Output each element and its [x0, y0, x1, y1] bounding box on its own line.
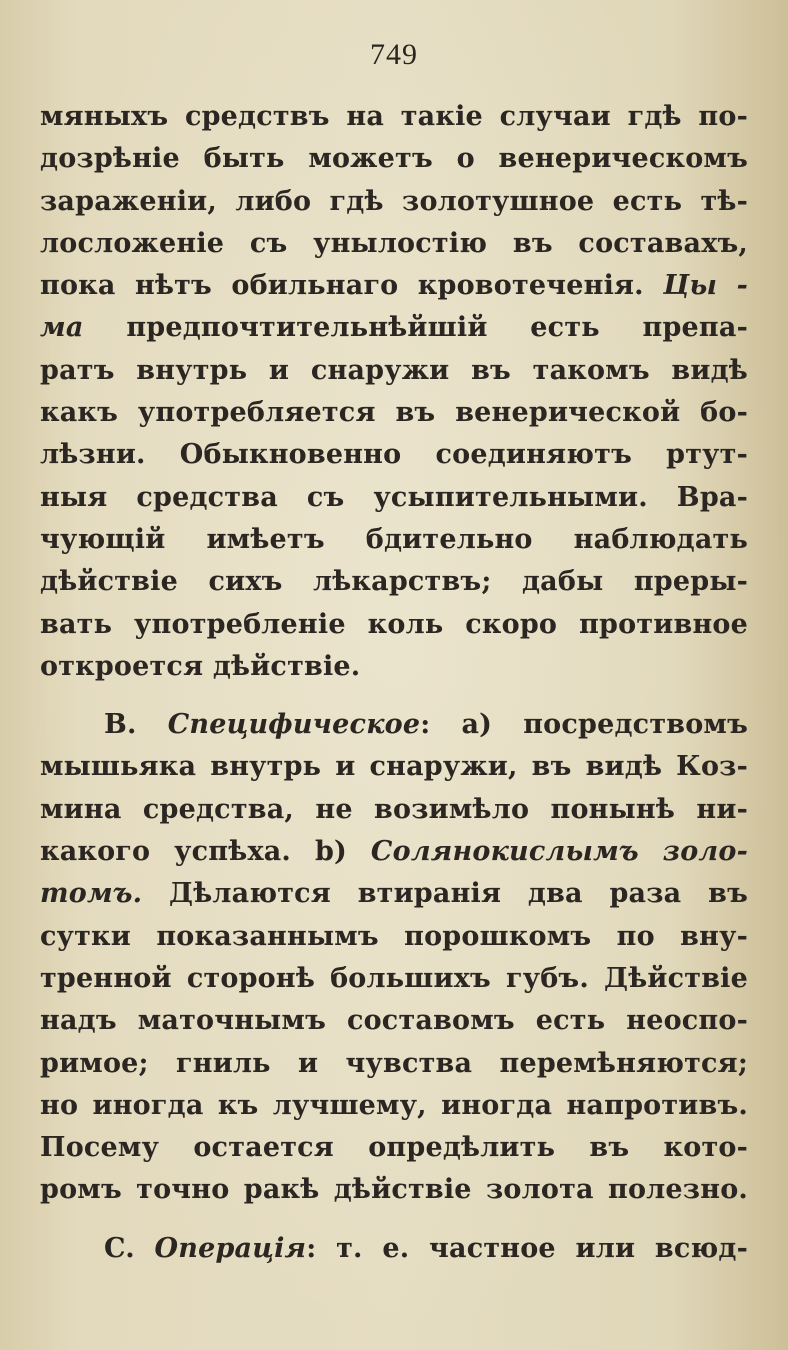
italic-term: ма — [40, 312, 84, 344]
page-number: 749 — [370, 38, 418, 71]
text-line: C. Операція: т. е. частное или всюд- — [104, 1232, 748, 1264]
text-line: тренной сторонѣ большихъ губъ. Дѣйствіе — [40, 962, 748, 994]
text-line: сутки показаннымъ порошкомъ по вну- — [40, 920, 748, 952]
text-line: дѣйствіе сихъ лѣкарствъ; дабы преры- — [40, 566, 748, 598]
paragraph — [40, 704, 748, 1212]
text-line: ныя средства съ усыпительными. Вра- — [40, 481, 748, 513]
body-text — [40, 96, 748, 1270]
text-line: лѣзни. Обыкновенно соединяютъ ртут- — [40, 439, 748, 471]
italic-term: Операція — [154, 1232, 307, 1264]
text-line: ромъ точно ракѣ дѣйствіе золота полезно. — [40, 1174, 748, 1206]
text-line: но иногда къ лучшему, иногда напротивъ. — [40, 1089, 748, 1121]
italic-term: Цы - — [663, 270, 748, 302]
text-line: откроется дѣйствіе. — [40, 650, 361, 682]
text-line: пока нѣтъ обильнаго кровотеченія. Цы - — [40, 270, 748, 302]
text-line: римое; гниль и чувства перемѣняются; — [40, 1047, 748, 1079]
italic-term: томъ. — [40, 878, 143, 910]
italic-term: Солянокислымъ золо- — [370, 836, 748, 868]
text-line: лосложеніе съ унылостію въ составахъ, — [40, 227, 748, 259]
text-line: надъ маточнымъ составомъ есть неоспо- — [40, 1005, 748, 1037]
text-line: чующій имѣетъ бдительно наблюдать — [40, 523, 748, 555]
text-line: мяныхъ средствъ на такіе случаи гдѣ по- — [40, 101, 748, 132]
text-line: дозрѣніе быть можетъ о венерическомъ — [40, 143, 748, 175]
text-line: ратъ внутрь и снаружи въ такомъ видѣ — [40, 354, 748, 386]
text-line: мина средства, не возимѣло понынѣ ни- — [40, 793, 748, 825]
text-line: B. Специфическое: а) посредствомъ — [104, 709, 748, 741]
text-line: зараженіи, либо гдѣ золотушное есть тѣ- — [40, 185, 748, 217]
italic-term: Специфическое — [167, 709, 421, 741]
paragraph — [40, 1228, 748, 1270]
text-line: какъ употребляется въ венерической бо- — [40, 397, 748, 429]
paragraph — [40, 96, 748, 688]
text-line: Посему остается опредѣлить въ кото- — [40, 1132, 748, 1164]
text-line: вать употребленіе коль скоро противное — [40, 608, 748, 640]
text-line: томъ. Дѣлаются втиранія два раза въ — [40, 878, 748, 910]
text-line: какого успѣха. b) Солянокислымъ золо- — [40, 836, 748, 868]
text-line: мышьяка внутрь и снаружи, въ видѣ Коз- — [40, 751, 748, 783]
text-line: ма предпочтительнѣйшій есть препа- — [40, 312, 748, 344]
